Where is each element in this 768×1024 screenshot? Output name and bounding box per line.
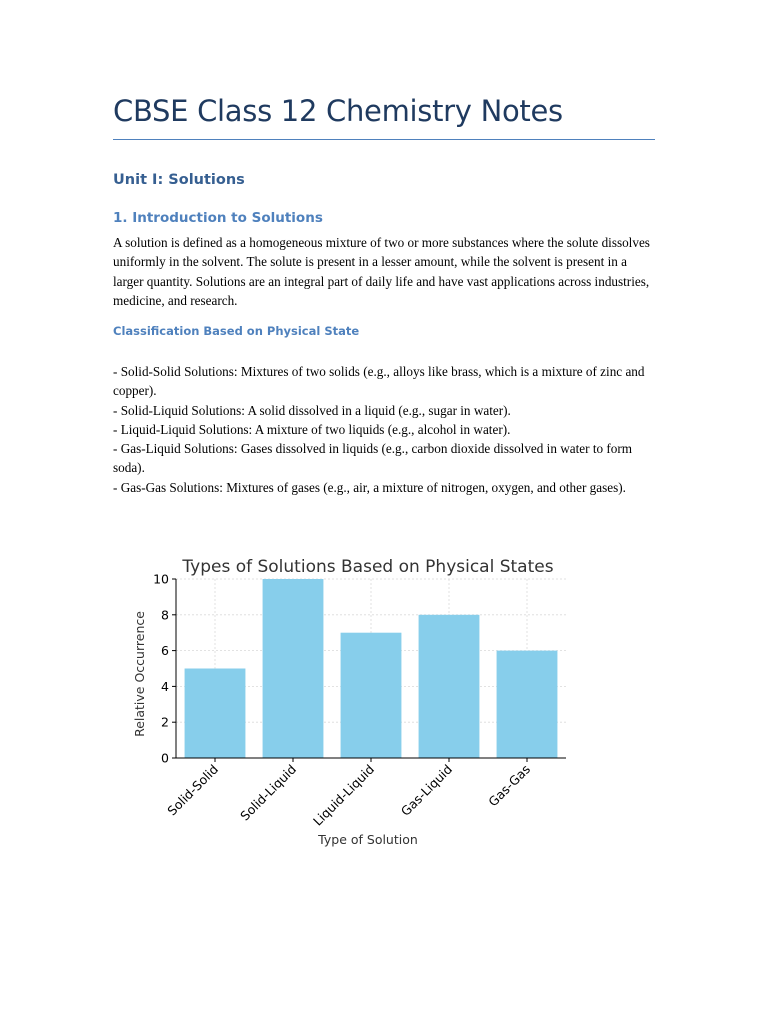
page-title: CBSE Class 12 Chemistry Notes [113, 94, 563, 128]
bar [419, 615, 480, 758]
x-tick-label: Liquid-Liquid [310, 761, 378, 829]
list-item: - Solid-Solid Solutions: Mixtures of two solids (e.g., alloys like brass, which is a mixture of zinc and copper). [113, 364, 645, 399]
y-tick-label: 8 [161, 607, 169, 623]
x-tick-label: Solid-Liquid [237, 761, 300, 824]
bar [263, 579, 324, 758]
x-tick-label: Solid-Solid [164, 761, 222, 819]
y-tick-label: 4 [161, 678, 169, 694]
intro-paragraph: A solution is defined as a homogeneous mixture of two or more substances where the solute dissolves uniformly in the solvent. The solute is present in a lesser amount, while the solvent is present in a larger quantity. Solutions are an integral part of daily life and have vast applications across industries, medicine, and research. [113, 235, 650, 308]
list-item: - Solid-Liquid Solutions: A solid dissolved in a liquid (e.g., sugar in water). [113, 402, 511, 418]
list-item: - Gas-Liquid Solutions: Gases dissolved in liquids (e.g., carbon dioxide dissolved in water to form soda). [113, 441, 633, 476]
bar-chart [128, 548, 578, 858]
subsection-heading: Classification Based on Physical State [113, 324, 360, 338]
chart-title: Types of Solutions Based on Physical States [182, 557, 554, 577]
x-axis-label: Type of Solution [318, 832, 418, 847]
classification-list [113, 362, 655, 497]
bar [497, 651, 558, 758]
bar-layer [185, 579, 558, 758]
title-divider [113, 139, 655, 140]
y-tick-label: 0 [161, 750, 169, 766]
unit-heading: Unit I: Solutions [113, 172, 245, 188]
bar [185, 669, 246, 759]
list-item: - Gas-Gas Solutions: Mixtures of gases (e.g., air, a mixture of nitrogen, oxygen, and other gases). [113, 479, 626, 495]
bar-chart-svg [128, 548, 578, 858]
y-tick-label: 2 [161, 714, 169, 730]
y-tick-label: 6 [161, 643, 169, 659]
x-tick-label: Gas-Liquid [397, 761, 456, 819]
list-item: - Liquid-Liquid Solutions: A mixture of two liquids (e.g., alcohol in water). [113, 421, 511, 437]
y-axis-label: Relative Occurrence [132, 611, 147, 737]
y-tick-label: 10 [153, 571, 169, 587]
x-tick-label: Gas-Gas [485, 761, 534, 810]
bar [341, 633, 402, 758]
section-heading: 1. Introduction to Solutions [113, 210, 323, 226]
